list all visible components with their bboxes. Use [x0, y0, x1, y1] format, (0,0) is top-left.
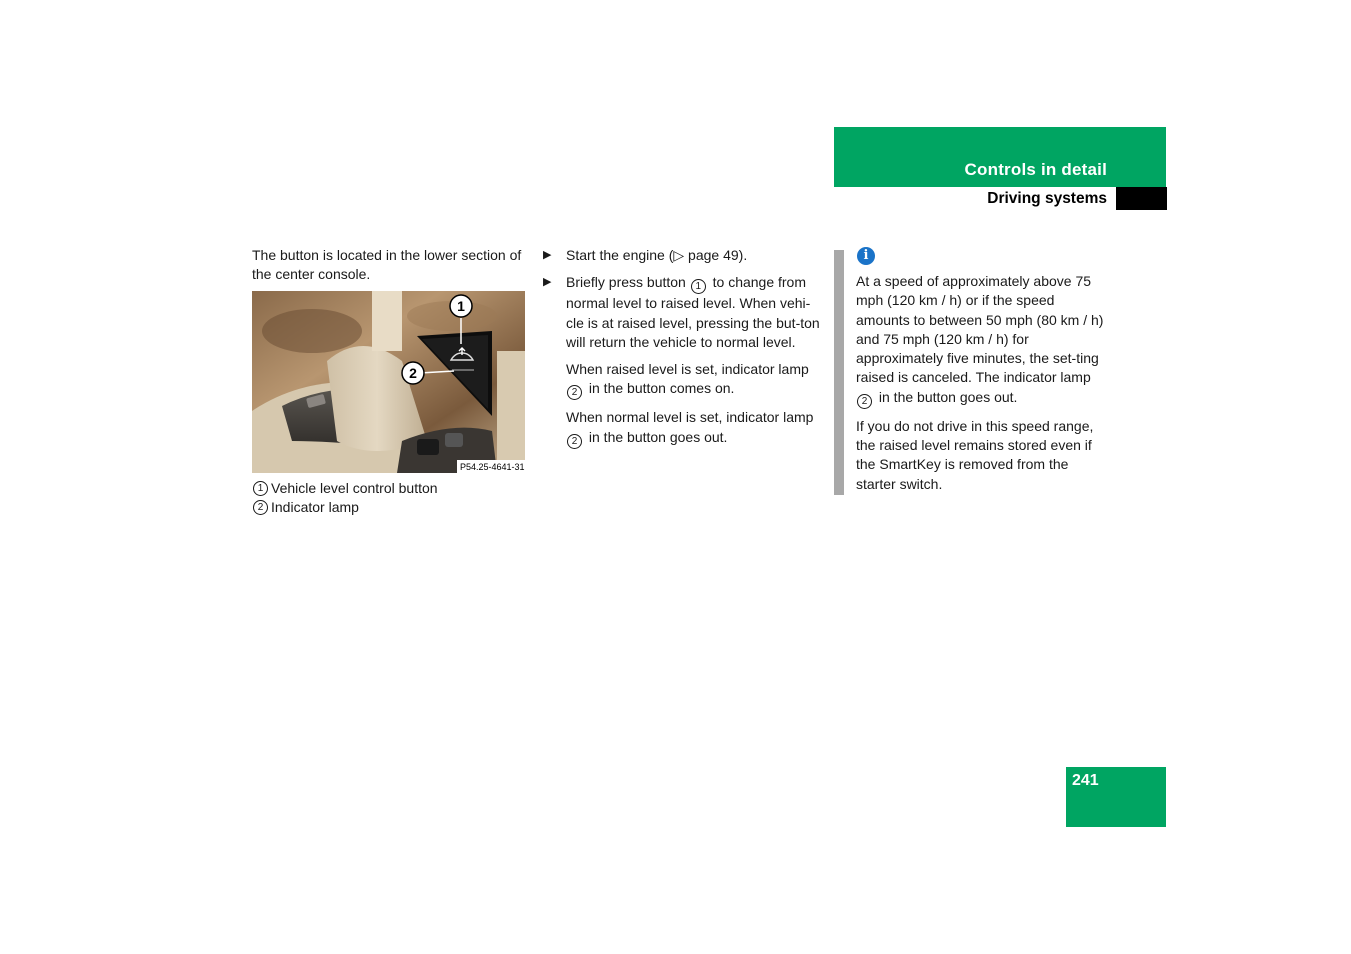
info-icon: i [857, 247, 875, 265]
page-number: 241 [1072, 772, 1099, 789]
info-side-bar [834, 250, 844, 495]
info-para-1-b: in the button goes out. [875, 388, 1018, 405]
bullet-arrow-icon: ▶ [543, 249, 552, 261]
legend-number: 2 [253, 500, 268, 515]
chapter-title: Controls in detail [964, 160, 1107, 179]
info-para-1-a: At a speed of approximately above 75 mph (120 km / h) or if the speed amounts to between 50 mph (80 km / h) and 75 mph (120 km / h) for approximately five minutes, the set-ting raised is canceled. The indicator lamp [856, 273, 1104, 386]
bullet-arrow-icon: ▶ [543, 276, 552, 289]
figure-legend [252, 479, 527, 518]
info-column [856, 272, 1111, 502]
legend-text: Indicator lamp [271, 499, 359, 516]
info-ref-number: 2 [857, 394, 872, 409]
info-paragraph-1 [856, 272, 1111, 409]
center-console-figure [252, 291, 525, 473]
step-2-ref-number: 1 [691, 279, 706, 294]
step-2-text-a: Briefly press button [566, 274, 690, 291]
intro-text: The button is located in the lower section of the center console. [252, 247, 522, 283]
chapter-header-band [834, 127, 1166, 187]
intro-column [252, 246, 527, 285]
legend-number: 1 [253, 481, 268, 496]
instructions-column [543, 246, 823, 457]
raised-note-a: When raised level is set, indicator lamp [566, 361, 809, 378]
raised-level-note [543, 360, 823, 400]
normal-note-ref-number: 2 [567, 434, 582, 449]
callout-2-label: 2 [409, 365, 417, 381]
step-2-text-b: to change from normal level to raised level. When vehi-cle is at raised level, pressing the but-ton will return the vehicle to normal level. [566, 274, 820, 350]
legend-item [252, 498, 527, 517]
raised-note-ref-number: 2 [567, 385, 582, 400]
figure-code: P54.25-4641-31 [460, 462, 525, 472]
normal-note-b: in the button goes out. [585, 428, 728, 445]
info-paragraph-2: If you do not drive in this speed range, the raised level remains stored even if the SmartKey is removed from the starter switch. [856, 417, 1094, 492]
legend-text: Vehicle level control button [271, 480, 438, 496]
normal-level-note [543, 408, 823, 448]
instruction-step-2 [543, 273, 823, 352]
legend-item [252, 479, 527, 498]
normal-note-a: When normal level is set, indicator lamp [566, 409, 814, 426]
section-title: Driving systems [987, 190, 1107, 207]
instruction-step-1 [543, 246, 823, 265]
callout-1 [450, 295, 472, 317]
section-tab-marker [1116, 187, 1167, 210]
raised-note-b: in the button comes on. [585, 380, 735, 397]
page-number-box [1066, 767, 1166, 827]
step-1-text: Start the engine (▷ page 49). [566, 247, 748, 263]
callout-2 [402, 362, 424, 384]
callout-1-label: 1 [457, 298, 465, 314]
